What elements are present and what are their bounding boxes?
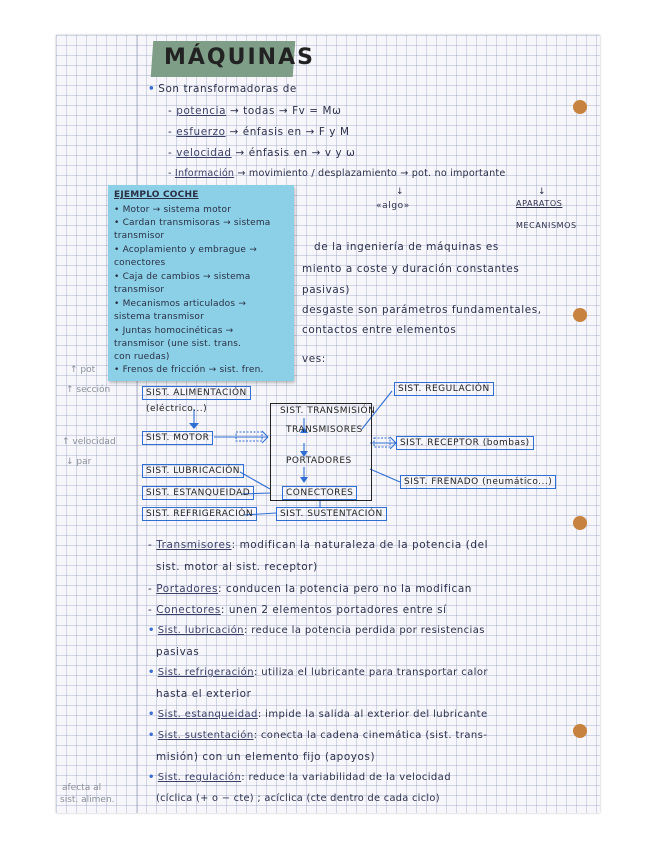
box-sustentacion: SIST. SUSTENTACIÓN: [276, 507, 387, 521]
definition-line: sist. motor al sist. receptor): [156, 561, 318, 573]
partial-line: pasivas): [302, 284, 351, 296]
sticky-line: • Mecanismos articulados →: [114, 299, 247, 309]
side-note: ↑ velocidad: [62, 437, 116, 447]
sticky-line: • Acoplamiento y embrague →: [114, 245, 257, 255]
sticky-title: EJEMPLO COCHE: [114, 190, 199, 200]
intro-line: • Son transformadoras de: [148, 83, 297, 95]
sticky-line: transmisor (une sist. trans.: [114, 339, 242, 349]
box-conectores: CONECTORES: [282, 486, 357, 500]
aparatos-label: APARATOS: [516, 199, 563, 208]
sticky-line: con ruedas): [114, 352, 170, 362]
intro-item: - esfuerzo → énfasis en → F y M: [168, 126, 350, 138]
side-note: sist. alimen.: [60, 795, 115, 805]
definition-line: pasivas: [156, 646, 200, 658]
intro-item: - velocidad → énfasis en → v y ω: [168, 147, 356, 159]
definition-line: (cíclica (+ o − cte) ; acíclica (cte dentro de cada ciclo): [156, 793, 440, 804]
arrow-down-icon: ↓: [396, 187, 405, 197]
definition-line: • Sist. sustentación: conecta la cadena cinemática (sist. trans-: [148, 730, 488, 741]
definition-line: - Portadores: conducen la potencia pero no la modifican: [148, 583, 472, 595]
intro-item: - Información → movimiento / desplazamiento → pot. no importante: [168, 168, 506, 179]
box-refrigeracion: SIST. REFRIGERACIÓN: [142, 507, 257, 521]
side-note: afecta al: [62, 783, 102, 793]
sticky-line: • Cardan transmisoras → sistema: [114, 218, 271, 228]
box-motor: SIST. MOTOR: [142, 431, 213, 445]
definition-line: • Sist. regulación: reduce la variabilidad de la velocidad: [148, 772, 451, 783]
definition-line: • Sist. estanqueidad: impide la salida al exterior del lubricante: [148, 709, 488, 720]
box-estanqueidad: SIST. ESTANQUEIDAD: [142, 486, 254, 500]
algo-label: «algo»: [376, 201, 410, 211]
partial-line: miento a coste y duración constantes: [302, 263, 520, 275]
box-regulacion: SIST. REGULACIÓN: [394, 382, 494, 396]
sticky-line: • Frenos de fricción → sist. fren.: [114, 365, 264, 375]
alimentacion-note: (eléctrico...): [146, 404, 208, 414]
definition-line: • Sist. lubricación: reduce la potencia perdida por resistencias: [148, 625, 485, 636]
sticky-line: conectores: [114, 258, 166, 268]
partial-line: contactos entre elementos: [302, 324, 457, 336]
side-note: ↓ par: [66, 457, 92, 467]
partial-line: desgaste son parámetros fundamentales,: [302, 304, 542, 316]
definition-line: hasta el exterior: [156, 688, 252, 700]
mecanismos-label: MECANISMOS: [516, 221, 577, 230]
sticky-line: sistema transmisor: [114, 312, 204, 322]
partial-line: ves:: [302, 353, 326, 365]
page-title: MÁQUINAS: [164, 45, 315, 70]
sticky-line: transmisor: [114, 285, 165, 295]
transmision-label: SIST. TRANSMISIÓN: [280, 406, 376, 416]
partial-line: de la ingeniería de máquinas es: [314, 241, 499, 253]
box-alimentacion: SIST. ALIMENTACIÓN: [142, 386, 251, 400]
side-note: ↑ pot: [70, 365, 96, 375]
transmisores-label: TRANSMISORES: [286, 425, 363, 435]
box-lubricacion: SIST. LUBRICACIÓN: [142, 464, 244, 478]
definition-line: • Sist. refrigeración: utiliza el lubricante para transportar calor: [148, 667, 488, 678]
definition-line: misión) con un elemento fijo (apoyos): [156, 751, 376, 763]
box-receptor: SIST. RECEPTOR (bombas): [396, 436, 534, 450]
sticky-line: • Caja de cambios → sistema: [114, 272, 251, 282]
box-frenado: SIST. FRENADO (neumático...): [400, 475, 556, 489]
intro-item: - potencia → todas → Fv = Mω: [168, 105, 342, 117]
side-note: ↑ sección: [66, 385, 111, 395]
arrow-down-icon: ↓: [538, 187, 547, 197]
sticky-line: • Juntas homocinéticas →: [114, 326, 234, 336]
sticky-line: transmisor: [114, 231, 165, 241]
notebook-page: [56, 35, 600, 813]
portadores-label: PORTADORES: [286, 456, 352, 466]
definition-line: - Transmisores: modifican la naturaleza de la potencia (del: [148, 539, 489, 551]
sticky-line: • Motor → sistema motor: [114, 205, 232, 215]
definition-line: - Conectores: unen 2 elementos portadores entre sí: [148, 604, 447, 616]
